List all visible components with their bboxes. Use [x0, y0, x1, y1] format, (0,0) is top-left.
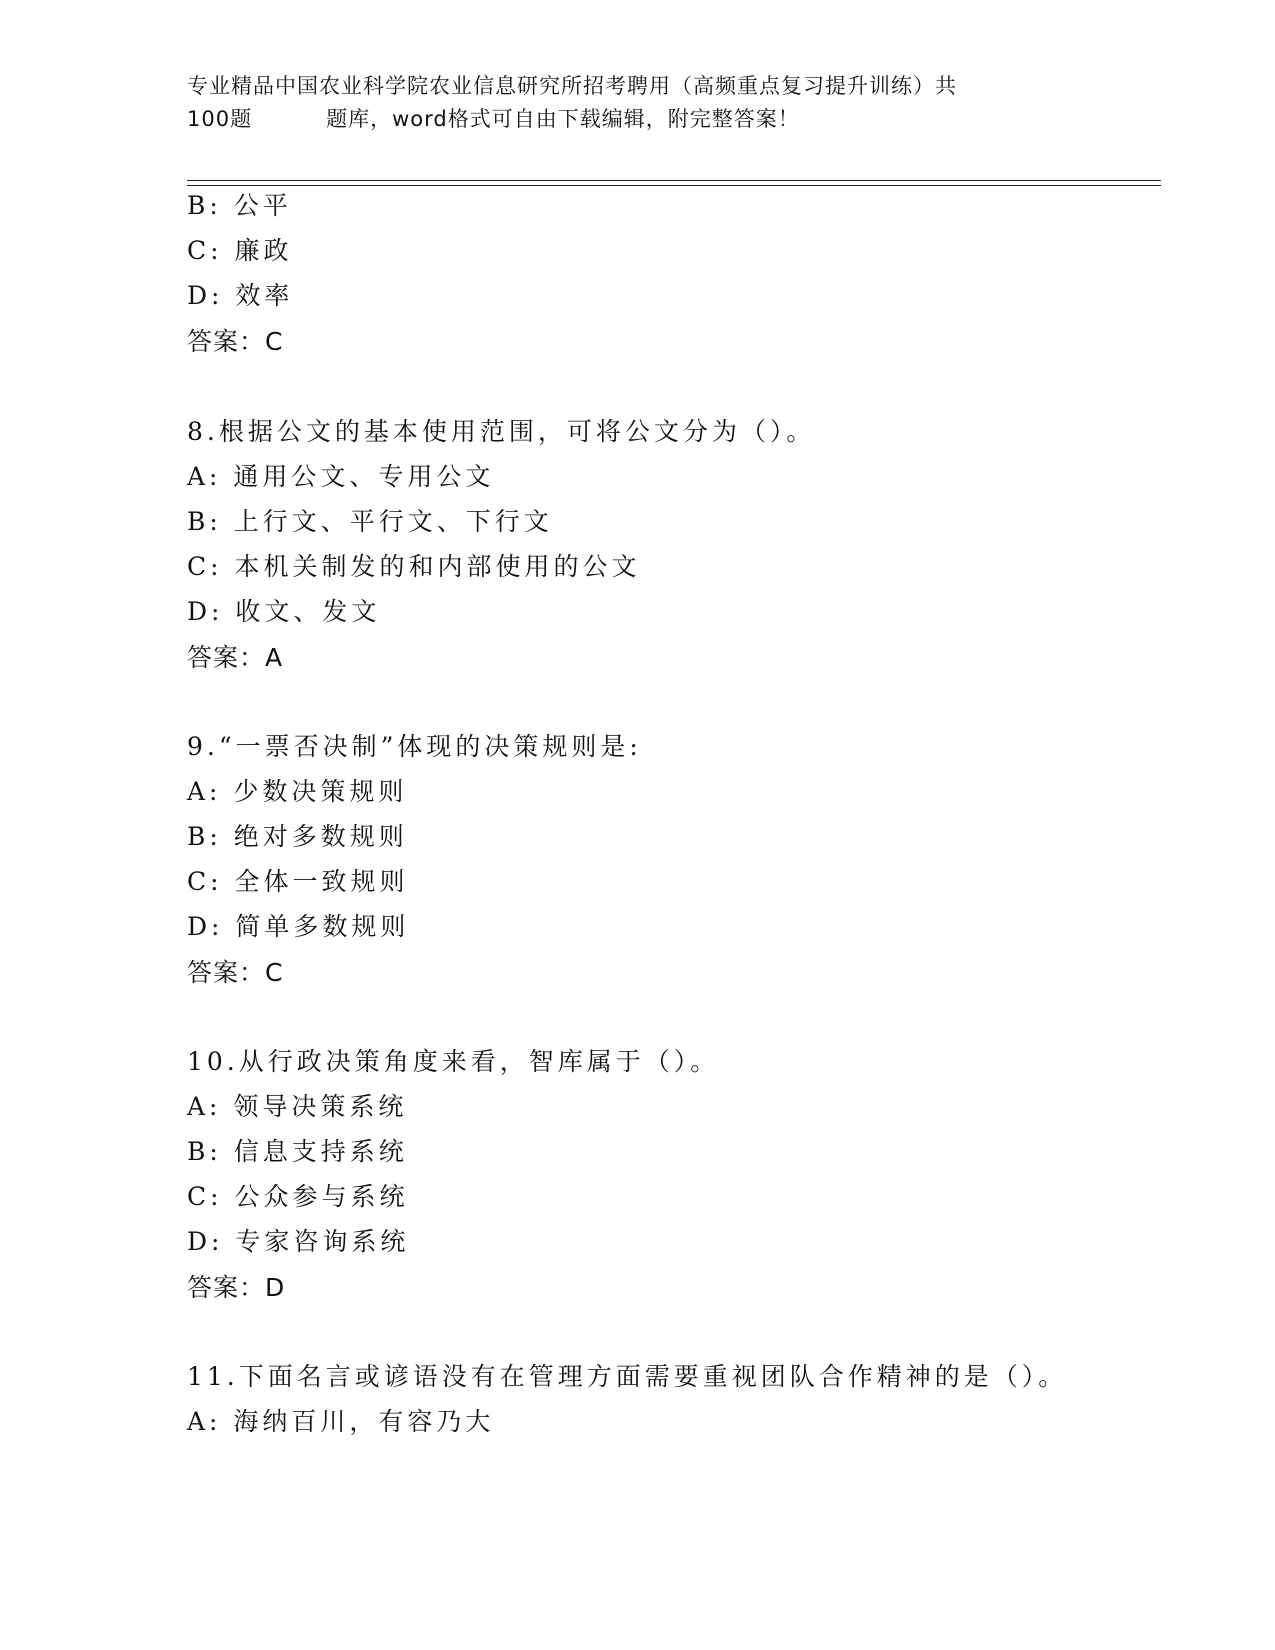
header-divider-bottom — [187, 185, 1161, 186]
option-a: A: 少数决策规则 — [187, 777, 408, 806]
option-d: D: 收文、发文 — [187, 597, 381, 626]
header-line-2 — [187, 103, 1087, 136]
header-count: 100题 — [187, 107, 253, 131]
option-a: A: 海纳百川，有容乃大 — [187, 1407, 495, 1436]
question-stem: 10.从行政决策角度来看，智库属于（）。 — [187, 1047, 720, 1076]
option-c: C: 廉政 — [187, 236, 293, 265]
option-a: A: 通用公文、专用公文 — [187, 462, 495, 491]
answer: 答案：A — [187, 643, 284, 672]
option-b: B: 上行文、平行文、下行文 — [187, 507, 553, 536]
option-c: C: 公众参与系统 — [187, 1182, 409, 1211]
option-b: B: 信息支持系统 — [187, 1137, 408, 1166]
answer: 答案：C — [187, 327, 284, 356]
option-a: A: 领导决策系统 — [187, 1092, 408, 1121]
header-line-1: 专业精品中国农业科学院农业信息研究所招考聘用（高频重点复习提升训练）共 — [187, 74, 957, 98]
question-stem: 8.根据公文的基本使用范围，可将公文分为（）。 — [187, 417, 816, 446]
answer: 答案：D — [187, 1273, 286, 1302]
option-b: B: 公平 — [187, 191, 292, 220]
option-b: B: 绝对多数规则 — [187, 822, 408, 851]
header-divider-top — [187, 180, 1161, 181]
option-c: C: 全体一致规则 — [187, 867, 409, 896]
option-d: D: 专家咨询系统 — [187, 1227, 410, 1256]
header-description: 题库，word格式可自由下载编辑，附完整答案！ — [326, 107, 800, 131]
question-stem: 11.下面名言或谚语没有在管理方面需要重视团队合作精神的是（）。 — [187, 1362, 1068, 1391]
option-d: D: 简单多数规则 — [187, 912, 410, 941]
question-stem: 9.“一票否决制”体现的决策规则是: — [187, 732, 642, 761]
page-header — [187, 70, 1087, 136]
option-c: C: 本机关制发的和内部使用的公文 — [187, 552, 641, 581]
option-d: D: 效率 — [187, 281, 294, 310]
answer: 答案：C — [187, 958, 284, 987]
